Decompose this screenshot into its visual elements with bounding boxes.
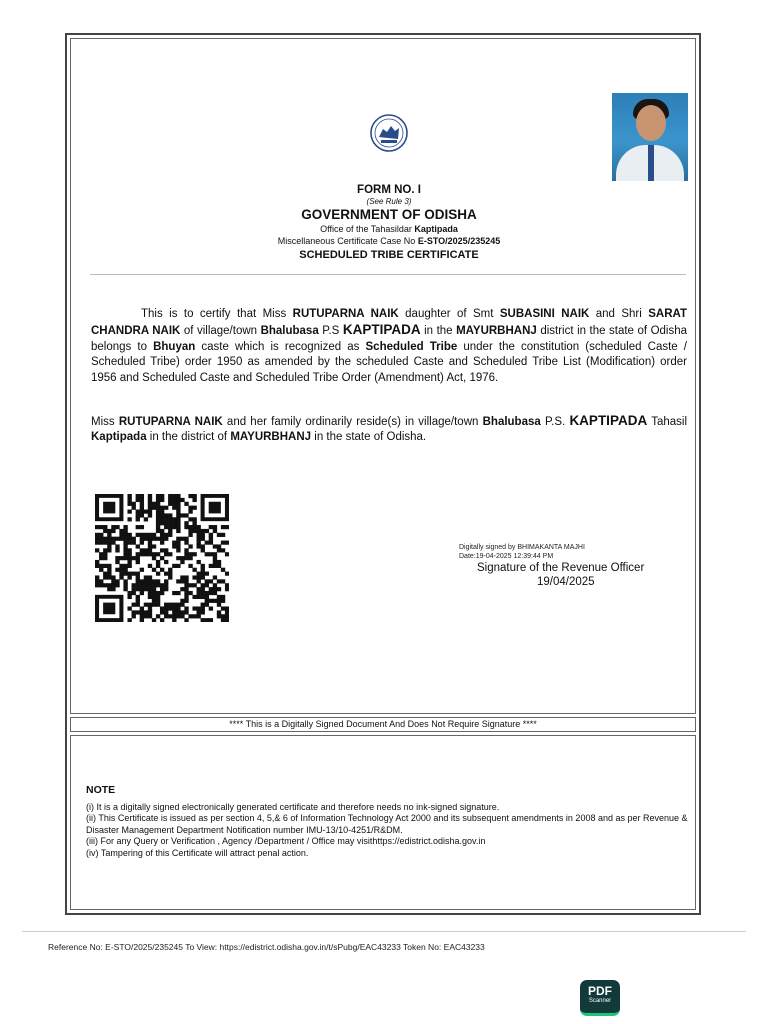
header-divider <box>90 274 686 275</box>
badge-subtitle: Scanner <box>588 998 612 1004</box>
certificate-header <box>71 183 707 263</box>
digital-signature-notice: **** This is a Digitally Signed Document And Does Not Require Signature **** <box>70 717 696 732</box>
signature-role: Signature of the Revenue Officer <box>477 562 645 574</box>
certificate-title: SCHEDULED TRIBE CERTIFICATE <box>299 249 479 261</box>
reference-footer: Reference No: E-STO/2025/235245 To View: https://edistrict.odisha.gov.in/t/sPubg/EAC43233 Token No: EAC43233 <box>48 942 485 952</box>
note-item: (i) It is a digitally signed electronically generated certificate and therefore needs no ink-signed signature. <box>86 802 500 812</box>
signed-date-time: Date:19-04-2025 12:39:44 PM <box>459 553 554 560</box>
form-number: FORM NO. I <box>357 184 421 196</box>
see-rule: (See Rule 3) <box>366 197 412 206</box>
signed-by: Digitally signed by BHIMAKANTA MAJHI <box>459 544 585 551</box>
odisha-emblem-icon <box>369 113 409 153</box>
residence-paragraph: Miss RUTUPARNA NAIK and her family ordinarily reside(s) in village/town Bhalubasa P.S. KAPTIPADA Tahasil Kaptipada in the district of MAYURBHANJ in the state of Odisha. <box>91 413 687 444</box>
signature-block <box>459 543 699 589</box>
note-title: NOTE <box>86 784 116 796</box>
note-list <box>86 802 691 859</box>
certification-paragraph: This is to certify that Miss RUTUPARNA NAIK daughter of Smt SUBASINI NAIK and Shri SARAT CHANDRA NAIK of village/town Bhalubasa P.S KAPTIPADA in the MAYURBHANJ district in the state of Odisha belongs to Bhuyan caste which is recognized as Scheduled Tribe under the constitution (scheduled Caste / Scheduled Tribe) order 1950 as amended by the scheduled Caste and Scheduled Tribe List (Modification) order 1956 and Scheduled Caste and Scheduled Tribe Order (Amendment) Act, 1976. <box>91 308 688 384</box>
certificate-main-panel <box>70 38 696 714</box>
note-panel <box>70 735 696 910</box>
applicant-photo <box>612 93 688 181</box>
pdf-scanner-badge[interactable] <box>580 980 620 1016</box>
note-item: (iv) Tampering of this Certificate will attract penal action. <box>86 847 309 858</box>
qr-code <box>95 494 229 622</box>
signature-date: 19/04/2025 <box>537 576 595 588</box>
case-number-line: Miscellaneous Certificate Case No E-STO/2025/235245 <box>277 236 501 246</box>
government-title: GOVERNMENT OF ODISHA <box>301 207 477 222</box>
badge-title: PDF <box>588 984 612 998</box>
footer-divider <box>22 931 746 932</box>
certificate-frame <box>65 33 701 915</box>
note-item: (iii) For any Query or Verification , Agency /Department / Office may visithttps://edistrict.odisha.gov.in <box>86 836 486 847</box>
office-line: Office of the Tahasildar Kaptipada <box>320 224 458 234</box>
note-item: (ii) This Certificate is issued as per section 4, 5,& 6 of Information Technology Act 2000 and its subsequent amendments in 2008 and as per Revenue & Disaster Management Department Notification number IMU-13/10-4251/R&DM. <box>86 813 688 835</box>
